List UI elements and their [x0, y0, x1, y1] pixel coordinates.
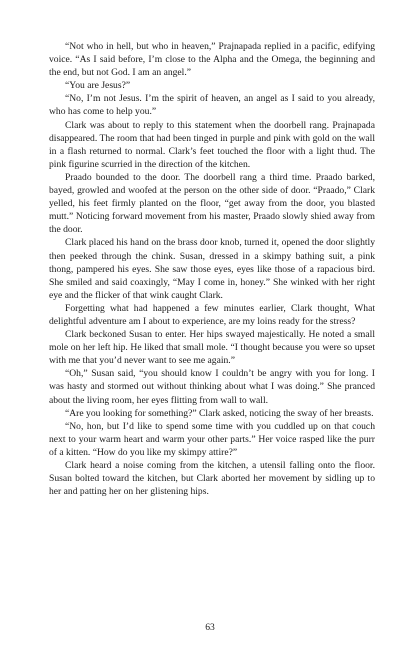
paragraph: Clark placed his hand on the brass door knob, turned it, opened the door slightly then peeked through the chink. Susan, dressed in a skimpy bathing suit, a pink thong, pampered his eyes. She saw those eyes, eyes like those of a rapacious bird. She smiled and said coaxingly, “May I come in, honey.” She winked with her right eye and the flicker of that wink caught Clark.: [49, 237, 375, 301]
page-body: [49, 40, 375, 498]
page-number: 63: [205, 622, 215, 633]
paragraph: Forgetting what had happened a few minutes earlier, Clark thought, What delightful adventure am I about to experience, are my loins ready for the stress?: [49, 302, 375, 327]
paragraph: Clark was about to reply to this statement when the doorbell rang. Prajnapada disappeared. The room that had been tinged in purple and pink with gold on the wall in a flash returned to normal. Clark’s feet touched the floor with a light thud. The pink figurine scurried in the direction of the kitchen.: [49, 119, 375, 170]
paragraph: “Oh,” Susan said, “you should know I couldn’t be angry with you for long. I was hasty and stormed out without thinking about what I was doing.” She pranced about the living room, her eyes flitting from wall to wall.: [49, 368, 375, 406]
paragraph: Clark heard a noise coming from the kitchen, a utensil falling onto the floor. Susan bolted toward the kitchen, but Clark aborted her movement by sidling up to her and patting her on her glistening hips.: [49, 460, 375, 498]
paragraph: Clark beckoned Susan to enter. Her hips swayed majestically. He noted a small mole on her left hip. He liked that small mole. “I thought because you were so upset with me that you’d never want to see me again.”: [49, 329, 375, 367]
paragraph: “You are Jesus?”: [65, 80, 131, 92]
paragraph: “No, I’m not Jesus. I’m the spirit of heaven, an angel as I said to you already, who has come to help you.”: [49, 93, 375, 118]
paragraph: “No, hon, but I’d like to spend some time with you cuddled up on that couch next to your warm heart and warm your other parts.” Her voice rasped like the purr of a kitten. “How do you like my skimpy attire?”: [49, 420, 375, 458]
paragraph: “Not who in hell, but who in heaven,” Prajnapada replied in a pacific, edifying voice. “As I said before, I’m close to the Alpha and the Omega, the beginning and the end, but not God. I am an angel.”: [49, 41, 375, 79]
paragraph: “Are you looking for something?” Clark asked, noticing the sway of her breasts.: [65, 407, 374, 419]
paragraph: Praado bounded to the door. The doorbell rang a third time. Praado barked, bayed, growled and woofed at the person on the other side of door. “Praado,” Clark yelled, his feet firmly planted on the floor, “get away from the door, you blasted mutt.” Noticing forward movement from his master, Praado slowly shied away from the door.: [49, 171, 375, 236]
